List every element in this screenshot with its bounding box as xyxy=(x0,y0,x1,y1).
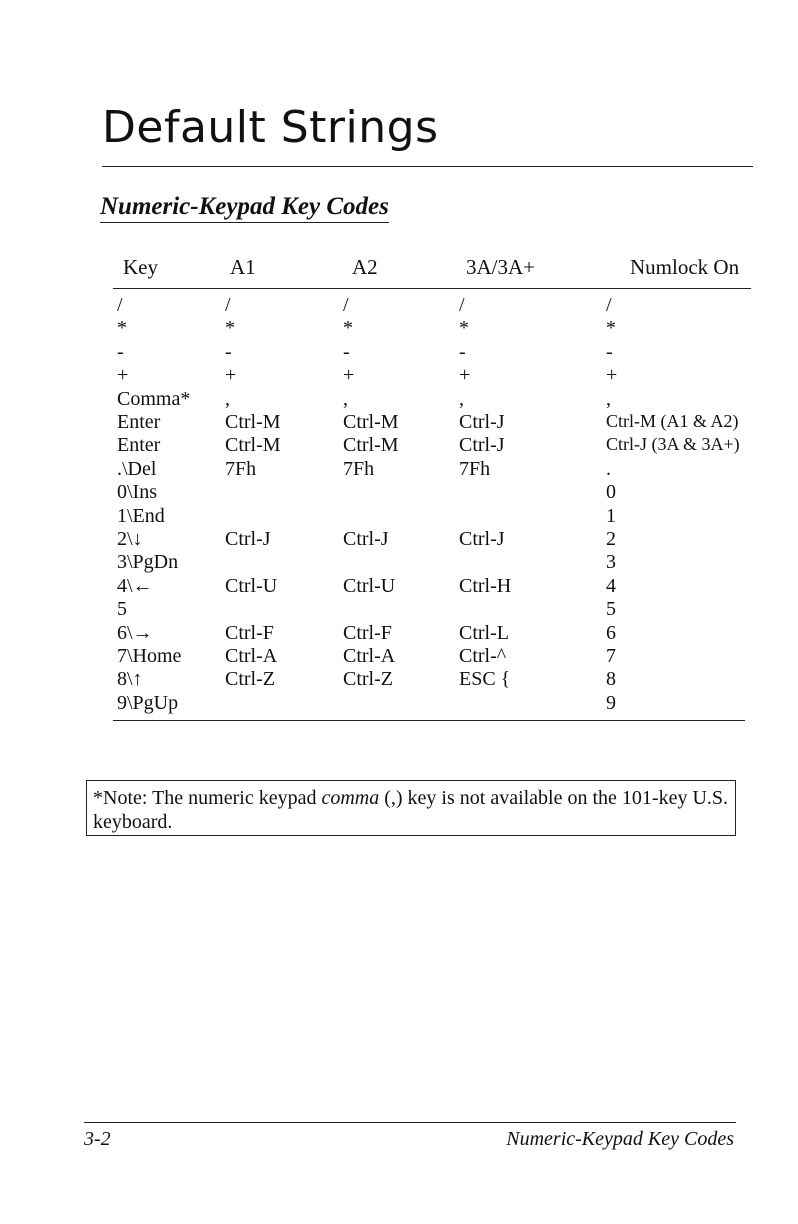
table-cell: Ctrl-M (A1 & A2) xyxy=(606,411,739,431)
page-title: Default Strings xyxy=(102,102,439,153)
table-cell: 3\PgDn xyxy=(117,551,179,574)
table-cell: Ctrl-J xyxy=(343,528,389,550)
table-cell: 3 xyxy=(606,551,616,574)
note-emphasis: comma xyxy=(321,787,380,809)
table-cell: 7Fh xyxy=(343,457,375,480)
table-cell: Ctrl-F xyxy=(225,621,274,644)
table-cell: 0 xyxy=(606,481,616,504)
footer-section: Numeric-Keypad Key Codes xyxy=(506,1128,734,1150)
table-cell: Ctrl-H xyxy=(459,574,512,597)
table-cell: 7 xyxy=(606,645,616,667)
table-cell: - xyxy=(343,340,350,363)
table-cell: - xyxy=(225,340,232,363)
table-cell: 9\PgUp xyxy=(117,691,179,714)
table-cell: / xyxy=(459,294,465,316)
table-cell: , xyxy=(225,387,230,410)
table-cell: , xyxy=(343,387,348,410)
table-cell: + xyxy=(225,364,237,387)
table-cell: Ctrl-Z xyxy=(225,668,275,691)
table-cell: - xyxy=(459,340,466,363)
table-cell: + xyxy=(606,364,618,387)
table-cell: Ctrl-U xyxy=(225,574,278,597)
table-cell: * xyxy=(117,317,127,340)
table-cell: Ctrl-M xyxy=(225,434,281,457)
note-box xyxy=(86,780,736,836)
table-cell: / xyxy=(606,294,612,316)
table-cell: Ctrl-J (3A & 3A+) xyxy=(606,434,740,455)
table-cell: Ctrl-J xyxy=(459,411,505,433)
table-cell: Ctrl-J xyxy=(459,434,505,457)
table-cell: - xyxy=(606,340,613,363)
table-cell: * xyxy=(343,317,353,340)
table-cell: + xyxy=(117,364,129,387)
header-a1: A1 xyxy=(230,255,256,279)
table-cell: 8\↑ xyxy=(117,668,143,691)
header-3a: 3A/3A+ xyxy=(466,255,536,279)
page-number: 3-2 xyxy=(84,1128,111,1150)
table-cell: * xyxy=(225,317,235,340)
table-bottom-rule xyxy=(113,720,745,721)
table-cell: 4\← xyxy=(117,574,153,597)
table-cell: .\Del xyxy=(117,457,157,480)
table-cell: Ctrl-^ xyxy=(459,645,507,667)
table-cell: 1 xyxy=(606,504,616,527)
table-cell: Ctrl-M xyxy=(343,411,399,433)
footer-rule xyxy=(84,1122,736,1123)
table-cell: Ctrl-F xyxy=(343,621,392,644)
table-cell: Ctrl-A xyxy=(225,645,278,667)
table-cell: Ctrl-M xyxy=(225,411,281,433)
table-cell: + xyxy=(459,364,471,387)
table-cell: . xyxy=(606,457,611,480)
table-cell: Enter xyxy=(117,434,161,457)
table-cell: , xyxy=(459,387,464,410)
table-cell: 1\End xyxy=(117,504,165,527)
table-cell: / xyxy=(117,294,123,316)
table-cell: 7Fh xyxy=(225,457,257,480)
table-cell: Comma* xyxy=(117,387,191,410)
table-cell: Ctrl-J xyxy=(459,528,505,550)
table-cell: 4 xyxy=(606,574,616,597)
note-suffix: (,) key is not available on the 101-key U.S. keyboard. xyxy=(93,787,729,833)
table-cell: 0\Ins xyxy=(117,481,157,504)
table-cell: Enter xyxy=(117,411,161,433)
table-cell: + xyxy=(343,364,355,387)
title-rule xyxy=(102,166,753,167)
note-prefix: *Note: The numeric keypad xyxy=(93,787,322,809)
table-cell: 7\Home xyxy=(117,645,182,667)
header-a2: A2 xyxy=(352,255,378,279)
table-cell: 8 xyxy=(606,668,616,691)
table-cell: 6\→ xyxy=(117,621,153,644)
table-cell: Ctrl-J xyxy=(225,528,271,550)
table-cell: Ctrl-Z xyxy=(343,668,393,691)
header-rule xyxy=(113,288,751,289)
table-cell: 9 xyxy=(606,691,616,714)
table-cell: ESC { xyxy=(459,668,511,691)
table-cell: Ctrl-M xyxy=(343,434,399,457)
table-cell: * xyxy=(606,317,616,340)
table-cell: / xyxy=(225,294,231,316)
table-cell: Ctrl-L xyxy=(459,621,509,644)
header-key: Key xyxy=(123,255,158,279)
table-cell: 5 xyxy=(606,598,616,621)
table-cell: / xyxy=(343,294,349,316)
table-cell: 7Fh xyxy=(459,457,491,480)
header-numlock: Numlock On xyxy=(630,255,740,279)
table-cell: * xyxy=(459,317,469,340)
table-cell: , xyxy=(606,387,611,410)
table-cell: Ctrl-U xyxy=(343,574,396,597)
table-cell: 5 xyxy=(117,598,127,621)
table-cell: Ctrl-A xyxy=(343,645,396,667)
table-cell: 2 xyxy=(606,528,616,550)
table-cell: - xyxy=(117,340,124,363)
table-cell: 6 xyxy=(606,621,616,644)
table-cell: 2\↓ xyxy=(117,528,143,550)
section-subtitle: Numeric-Keypad Key Codes xyxy=(100,194,389,223)
